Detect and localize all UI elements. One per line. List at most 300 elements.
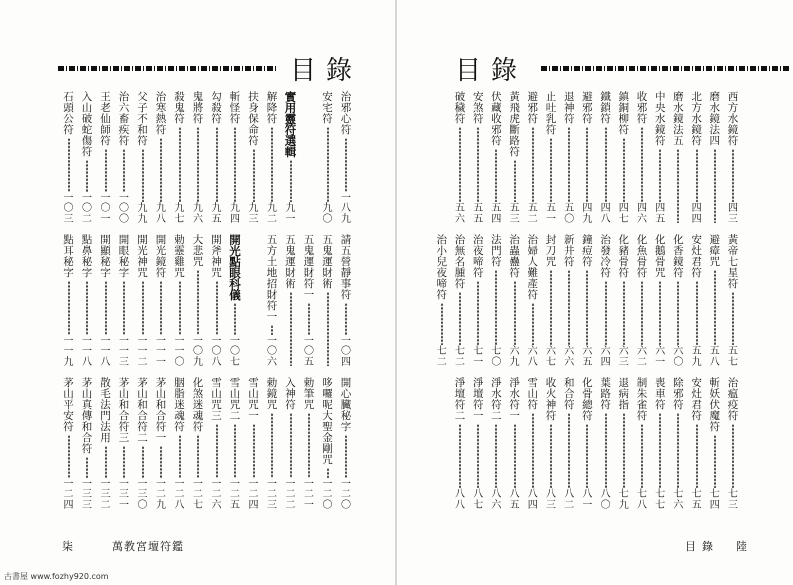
toc-entry bbox=[137, 92, 149, 225]
toc-entry-page: 一〇八 bbox=[211, 335, 222, 368]
leader-dots bbox=[308, 413, 310, 478]
toc-entry bbox=[472, 378, 484, 511]
toc-entry bbox=[248, 378, 260, 511]
right-header bbox=[455, 50, 791, 87]
toc-entry-page: 一二六 bbox=[211, 478, 222, 511]
toc-entry-title: 扶身保命符 bbox=[248, 91, 259, 147]
toc-entry-title: 勅靈雞咒 bbox=[174, 234, 185, 279]
leader-dots bbox=[641, 424, 643, 488]
leader-dots bbox=[532, 303, 534, 345]
toc-entry-title: 法門符 bbox=[491, 234, 502, 268]
leader-dots bbox=[290, 413, 292, 478]
toc-entry bbox=[672, 378, 684, 511]
toc-entry-page: 八六 bbox=[491, 489, 502, 511]
toc-entry-page: 七一 bbox=[473, 346, 484, 368]
toc-entry-title: 淨水符二 bbox=[491, 377, 502, 422]
toc-entry-page: 九五 bbox=[211, 203, 222, 225]
toc-entry bbox=[709, 235, 721, 368]
header-dash-rule bbox=[58, 66, 278, 71]
toc-entry-page: 七四 bbox=[709, 489, 720, 511]
leader-dots bbox=[197, 127, 199, 202]
toc-entry bbox=[285, 92, 297, 225]
toc-entry bbox=[266, 235, 278, 368]
leader-dots bbox=[477, 127, 479, 202]
leader-dots bbox=[160, 138, 162, 202]
toc-entry-page: 五五 bbox=[473, 203, 484, 225]
toc-entry-title: 請五營靜事符 bbox=[340, 234, 352, 301]
toc-entry-page: 八二 bbox=[564, 489, 575, 511]
toc-entry-page: 六六 bbox=[564, 346, 575, 368]
toc-entry-title: 散毛法門法用 bbox=[100, 377, 111, 444]
toc-entry-page: 四四 bbox=[691, 203, 702, 225]
leader-dots bbox=[659, 149, 661, 202]
toc-entry-page: 一二一 bbox=[304, 478, 314, 511]
leader-dots bbox=[253, 149, 255, 202]
leader-dots bbox=[327, 468, 329, 478]
toc-entry-title: 雪山咒一 bbox=[248, 377, 259, 422]
toc-entry bbox=[490, 378, 502, 511]
toc-entry bbox=[340, 378, 352, 511]
toc-entry bbox=[672, 92, 684, 225]
toc-entry bbox=[229, 92, 241, 225]
right-page bbox=[397, 0, 793, 585]
toc-entry-title: 開光神咒 bbox=[137, 234, 148, 279]
header-dash-rule bbox=[541, 66, 791, 71]
toc-entry-title: 五鬼運財術 bbox=[322, 234, 333, 290]
toc-entry-page: 六三 bbox=[618, 346, 629, 368]
toc-entry-title: 收火神符 bbox=[545, 377, 557, 422]
leader-dots bbox=[623, 413, 625, 488]
toc-entry bbox=[654, 378, 666, 511]
toc-entry-title: 雪山咒三 bbox=[211, 377, 222, 422]
toc-entry-page: 六七 bbox=[546, 346, 556, 368]
toc-entry bbox=[81, 235, 93, 368]
leader-dots bbox=[568, 127, 570, 202]
toc-entry-page: 九三 bbox=[248, 203, 259, 225]
toc-entry-title: 點耳秘字 bbox=[63, 234, 74, 279]
toc-entry-page: 一一三 bbox=[119, 335, 129, 368]
toc-entry bbox=[509, 92, 521, 225]
toc-entry-title: 治寒熱符 bbox=[155, 91, 167, 136]
leader-dots bbox=[495, 149, 497, 202]
toc-entry bbox=[509, 235, 521, 368]
toc-entry bbox=[691, 235, 703, 368]
toc-entry-page: 一二二 bbox=[285, 478, 296, 511]
toc-entry-title: 西方水鏡符 bbox=[727, 91, 739, 147]
toc-entry-page: 一一一 bbox=[156, 335, 166, 368]
toc-entry-page: 七七 bbox=[655, 489, 666, 511]
toc-entry-title: 化骨總符 bbox=[582, 377, 593, 422]
toc-entry-page: 四七 bbox=[618, 203, 629, 225]
leader-dots bbox=[105, 149, 107, 192]
leader-dots bbox=[550, 424, 552, 488]
toc-entry-page: 九六 bbox=[193, 203, 203, 225]
toc-entry-page: 一二〇 bbox=[341, 478, 351, 511]
toc-entry bbox=[509, 378, 521, 511]
toc-entry-page: 一三二 bbox=[100, 478, 111, 511]
toc-entry-title: 勾殺符 bbox=[211, 91, 222, 125]
leader-dots bbox=[696, 424, 698, 488]
toc-entry-title: 治蟲蠱符 bbox=[509, 234, 520, 279]
toc-entry bbox=[581, 92, 593, 225]
toc-entry-title: 入神符 bbox=[285, 377, 296, 411]
leader-dots bbox=[696, 149, 698, 202]
toc-entry-page: 一〇〇 bbox=[119, 192, 129, 225]
toc-entry-page: 一二八 bbox=[174, 478, 185, 511]
toc-entry bbox=[266, 378, 278, 511]
toc-entry bbox=[727, 235, 739, 368]
toc-entry bbox=[454, 92, 466, 225]
leader-dots bbox=[623, 138, 625, 202]
leader-dots bbox=[68, 281, 70, 335]
toc-entry bbox=[285, 378, 297, 511]
book-title: 萬教宮壇符鑑 bbox=[112, 540, 184, 553]
toc-entry-page: 八三 bbox=[546, 489, 556, 511]
leader-dots bbox=[714, 149, 716, 223]
toc-entry bbox=[340, 92, 352, 225]
toc-entry bbox=[545, 235, 557, 368]
toc-entry bbox=[118, 235, 130, 368]
toc-entry-page: 六二 bbox=[637, 346, 647, 368]
toc-entry-title: 治瘟疫符 bbox=[727, 377, 739, 422]
toc-entry-page: 六八 bbox=[527, 346, 538, 368]
leader-dots bbox=[641, 281, 643, 345]
toc-entry bbox=[563, 378, 575, 511]
toc-entry-page: 五四 bbox=[491, 203, 502, 225]
toc-entry-page: 一二〇 bbox=[322, 478, 333, 511]
toc-entry bbox=[581, 378, 593, 511]
toc-entry bbox=[63, 92, 75, 225]
leader-dots bbox=[514, 281, 516, 345]
leader-dots bbox=[142, 149, 144, 202]
toc-entry-title: 勅鏡咒 bbox=[266, 377, 278, 411]
toc-entry bbox=[100, 235, 112, 368]
toc-entry-page: 五七 bbox=[728, 346, 738, 368]
toc-entry bbox=[709, 92, 721, 225]
toc-entry-title: 新井符 bbox=[563, 234, 575, 268]
leader-dots bbox=[197, 270, 199, 335]
toc-entry bbox=[654, 235, 666, 368]
toc-entry-page: 九九 bbox=[137, 203, 148, 225]
leader-dots bbox=[568, 413, 570, 488]
leader-dots bbox=[459, 292, 461, 345]
toc-entry-page: 一〇一 bbox=[100, 192, 111, 225]
leader-dots bbox=[308, 303, 310, 335]
left-page bbox=[0, 0, 396, 585]
toc-entry-page: 一一〇 bbox=[174, 335, 185, 368]
page-footer: 目錄 陸 bbox=[685, 540, 753, 553]
toc-entry bbox=[636, 92, 648, 225]
leader-dots bbox=[123, 149, 125, 192]
toc-entry bbox=[618, 92, 630, 225]
leader-dots bbox=[290, 292, 292, 366]
toc-entry-title: 避邪符 bbox=[527, 91, 539, 125]
toc-entry bbox=[691, 378, 703, 511]
toc-entry-page: 七二 bbox=[455, 346, 465, 368]
toc-entry-title: 開斧神咒 bbox=[211, 234, 222, 279]
toc-entry-page: 七六 bbox=[673, 489, 684, 511]
toc-entry bbox=[322, 378, 334, 511]
toc-entry-title: 避邪符 bbox=[582, 91, 593, 125]
toc-entry-title: 鐘痘符 bbox=[582, 234, 593, 268]
toc-entry-page: 一〇五 bbox=[304, 335, 314, 368]
toc-entry-title: 開眼秘字 bbox=[118, 234, 130, 279]
toc-entry bbox=[563, 92, 575, 225]
toc-entry bbox=[118, 378, 130, 511]
toc-entry bbox=[563, 235, 575, 368]
toc-entry-title: 治無名腫符 bbox=[454, 234, 466, 290]
toc-entry-title: 治婦人難產符 bbox=[527, 234, 539, 301]
toc-entry-page: 一三三 bbox=[82, 478, 92, 511]
toc-entry-title: 葉路符 bbox=[600, 377, 611, 411]
toc-entry-title: 石頭公符 bbox=[63, 91, 74, 136]
toc-entry-page: 八〇 bbox=[600, 489, 611, 511]
toc-entry bbox=[581, 235, 593, 368]
toc-entry-page: 一二四 bbox=[63, 478, 74, 511]
toc-entry-title: 收邪符 bbox=[636, 91, 648, 125]
toc-entry-title: 和合符 bbox=[563, 377, 575, 411]
toc-entry-title: 制朱雀符 bbox=[636, 377, 648, 422]
leader-dots bbox=[345, 138, 347, 192]
leader-dots bbox=[568, 270, 570, 345]
toc-entry bbox=[636, 235, 648, 368]
toc-entry-page: 一二九 bbox=[156, 478, 166, 511]
toc-entry-title: 開光鏡符 bbox=[155, 234, 167, 279]
toc-entry bbox=[600, 92, 612, 225]
toc-entry-title: 點鼻秘字 bbox=[81, 234, 93, 279]
toc-entry-title: 開顯秘字 bbox=[100, 234, 111, 279]
toc-entry-title: 退神符 bbox=[563, 91, 575, 125]
toc-entry-title: 五方土地招財符一 bbox=[266, 234, 278, 323]
toc-entry-page: 一〇三 bbox=[63, 192, 74, 225]
toc-entry bbox=[137, 378, 149, 511]
toc-entry-title: 王老仙師符 bbox=[100, 91, 111, 147]
leader-dots bbox=[123, 281, 125, 335]
toc-entry bbox=[322, 92, 334, 225]
leader-dots bbox=[623, 281, 625, 345]
toc-entry-page: 七五 bbox=[691, 489, 702, 511]
toc-entry-page: 四五 bbox=[655, 203, 666, 225]
leader-dots bbox=[68, 138, 70, 192]
toc-entry bbox=[211, 235, 223, 368]
toc-entry-page: 一二七 bbox=[193, 478, 203, 511]
leader-dots bbox=[441, 303, 443, 345]
toc-entry bbox=[727, 378, 739, 511]
toc-entry bbox=[636, 378, 648, 511]
toc-entry-page: 四六 bbox=[637, 203, 647, 225]
toc-entry-title: 開光點眼科儀 bbox=[229, 233, 241, 302]
toc-entry bbox=[527, 92, 539, 225]
leader-dots bbox=[160, 281, 162, 335]
toc-entry bbox=[63, 378, 75, 511]
toc-entry bbox=[672, 235, 684, 368]
toc-entry-title: 斬怪符 bbox=[229, 91, 241, 125]
toc-entry bbox=[211, 378, 223, 511]
leader-dots bbox=[714, 270, 716, 345]
toc-entry bbox=[454, 378, 466, 511]
leader-dots bbox=[714, 435, 716, 488]
toc-entry-title: 破穢符 bbox=[454, 91, 466, 125]
toc-entry bbox=[618, 378, 630, 511]
leader-dots bbox=[216, 281, 218, 335]
toc-entry bbox=[137, 235, 149, 368]
toc-entry-page: 五二 bbox=[527, 203, 538, 225]
toc-entry-page: 一二三 bbox=[267, 478, 277, 511]
toc-entry-page: 五九 bbox=[691, 346, 702, 368]
leader-dots bbox=[216, 127, 218, 202]
toc-entry-title: 斬妖伏魔符 bbox=[709, 377, 721, 433]
toc-entry bbox=[63, 235, 75, 368]
toc-entry bbox=[322, 235, 334, 368]
toc-entry-page: 一一八 bbox=[100, 335, 111, 368]
toc-entry bbox=[600, 235, 612, 368]
leader-dots bbox=[142, 281, 144, 335]
leader-dots bbox=[459, 424, 461, 488]
toc-entry-title: 黃帝七星符 bbox=[727, 234, 739, 290]
toc-entry-page: 五八 bbox=[709, 346, 720, 368]
leader-dots bbox=[495, 270, 497, 345]
leader-dots bbox=[605, 127, 607, 202]
toc-entry-page: 六五 bbox=[582, 346, 593, 368]
leader-dots bbox=[271, 325, 273, 335]
toc-entry bbox=[303, 235, 315, 368]
toc-entry bbox=[100, 378, 112, 511]
toc-entry-title: 安煞符 bbox=[472, 91, 484, 125]
toc-entry-title: 止吐乳符 bbox=[545, 91, 557, 136]
toc-entry-page: 七二 bbox=[436, 346, 447, 368]
leader-dots bbox=[197, 435, 199, 478]
toc-entry bbox=[545, 92, 557, 225]
toc-entry bbox=[472, 235, 484, 368]
leader-dots bbox=[290, 160, 292, 202]
leader-dots bbox=[677, 281, 679, 345]
toc-entry-page: 一八九 bbox=[341, 192, 351, 225]
toc-entry-page: 五一 bbox=[546, 203, 556, 225]
leader-dots bbox=[86, 457, 88, 478]
leader-dots bbox=[179, 281, 181, 335]
toc-entry-title: 化魚骨符 bbox=[636, 234, 648, 279]
toc-entry-title: 淨壇符一 bbox=[472, 377, 484, 422]
leader-dots bbox=[659, 281, 661, 345]
leader-dots bbox=[605, 281, 607, 345]
leader-dots bbox=[732, 149, 734, 202]
leader-dots bbox=[532, 127, 534, 202]
page-number: 柒 bbox=[62, 540, 73, 553]
toc-entry-page: 一一九 bbox=[63, 335, 74, 368]
leader-dots bbox=[142, 446, 144, 478]
toc-entry-page: 八七 bbox=[473, 489, 484, 511]
toc-entry-title: 茅山真傳和合符 bbox=[81, 377, 93, 455]
toc-entry-title: 黃飛虎斷路符 bbox=[509, 91, 520, 158]
toc-entry-title: 化煞迷魂符 bbox=[192, 377, 204, 433]
toc-entry-title: 治發冷符 bbox=[600, 234, 611, 279]
toc-entry bbox=[192, 235, 204, 368]
toc-entry-title: 淨壇符二 bbox=[454, 377, 466, 422]
toc-entry bbox=[100, 92, 112, 225]
leader-dots bbox=[532, 413, 534, 488]
leader-dots bbox=[586, 424, 588, 488]
leader-dots bbox=[234, 303, 236, 335]
leader-dots bbox=[732, 424, 734, 488]
toc-entry bbox=[490, 235, 502, 368]
leader-dots bbox=[105, 446, 107, 478]
toc-entry bbox=[174, 92, 186, 225]
toc-entry-title: 安宅符 bbox=[322, 91, 333, 125]
toc-entry-title: 退病指 bbox=[618, 377, 630, 411]
toc-entry-page: 四九 bbox=[582, 203, 593, 225]
toc-entry bbox=[174, 378, 186, 511]
toc-entry bbox=[81, 92, 93, 225]
leader-dots bbox=[677, 413, 679, 488]
leader-dots bbox=[514, 160, 516, 202]
toc-entry bbox=[229, 378, 241, 511]
toc-entry bbox=[266, 92, 278, 225]
leader-dots bbox=[641, 127, 643, 202]
toc-entry-title: 治夜啼符 bbox=[472, 234, 484, 279]
toc-entry bbox=[303, 378, 315, 511]
toc-entry-title: 大悲咒 bbox=[192, 234, 204, 268]
toc-entry-title: 入山破蛇傷符 bbox=[81, 91, 93, 158]
toc-entry-page: 八四 bbox=[527, 489, 538, 511]
toc-entry-title: 五鬼運財符一 bbox=[303, 234, 315, 301]
toc-entry-page: 九七 bbox=[174, 203, 185, 225]
toc-entry-page: 一二五 bbox=[230, 478, 240, 511]
toc-entry-title: 勅筆咒 bbox=[303, 377, 315, 411]
toc-entry-page: 九八 bbox=[156, 203, 166, 225]
toc-entry-page: 一三一 bbox=[119, 478, 129, 511]
toc-entry-page: 九〇 bbox=[322, 203, 333, 225]
toc-entry-title: 化香鏡符 bbox=[673, 234, 684, 279]
toc-entry-title: 喪車符 bbox=[654, 377, 666, 411]
page-title: 目錄 bbox=[290, 56, 363, 86]
leader-dots bbox=[477, 424, 479, 488]
toc-entry-title: 磨水鏡法四 bbox=[709, 91, 721, 147]
toc-entry-page: 八五 bbox=[509, 489, 520, 511]
toc-entry-title: 哆囉呢大聖金剛咒 bbox=[322, 377, 333, 466]
toc-entry bbox=[155, 378, 167, 511]
toc-entry-page: 四八 bbox=[600, 203, 611, 225]
leader-dots bbox=[179, 127, 181, 202]
toc-entry-title: 治邪心符 bbox=[340, 91, 352, 136]
leader-dots bbox=[495, 424, 497, 488]
toc-entry-page: 六〇 bbox=[673, 346, 684, 368]
toc-entry-title: 五鬼運財術 bbox=[285, 234, 296, 290]
leader-dots bbox=[550, 138, 552, 202]
leader-dots bbox=[160, 446, 162, 478]
toc-entry bbox=[192, 378, 204, 511]
toc-entry-title: 父子不和符 bbox=[137, 91, 148, 147]
toc-entry-title: 茅山和合符一 bbox=[155, 377, 167, 444]
toc-entry bbox=[527, 378, 539, 511]
toc-entry bbox=[436, 235, 448, 368]
toc-entry-page: 七〇 bbox=[491, 346, 502, 368]
toc-entry bbox=[527, 235, 539, 368]
toc-entry-page: 七三 bbox=[728, 489, 738, 511]
leader-dots bbox=[659, 413, 661, 488]
toc-entry-page: 五〇 bbox=[564, 203, 575, 225]
toc-entry bbox=[229, 235, 241, 368]
toc-entry bbox=[155, 92, 167, 225]
toc-entry-page: 一〇二 bbox=[82, 192, 92, 225]
toc-entry-page: 八八 bbox=[455, 489, 465, 511]
toc-entry bbox=[618, 235, 630, 368]
toc-entry-page: 九一 bbox=[285, 203, 296, 225]
toc-entry-page: 九四 bbox=[230, 203, 240, 225]
toc-entry-title: 治小兒夜啼符 bbox=[436, 234, 448, 301]
toc-entry-title: 北方水鏡符 bbox=[691, 91, 702, 147]
leader-dots bbox=[696, 281, 698, 345]
toc-entry-title: 安灶君符 bbox=[691, 377, 702, 422]
